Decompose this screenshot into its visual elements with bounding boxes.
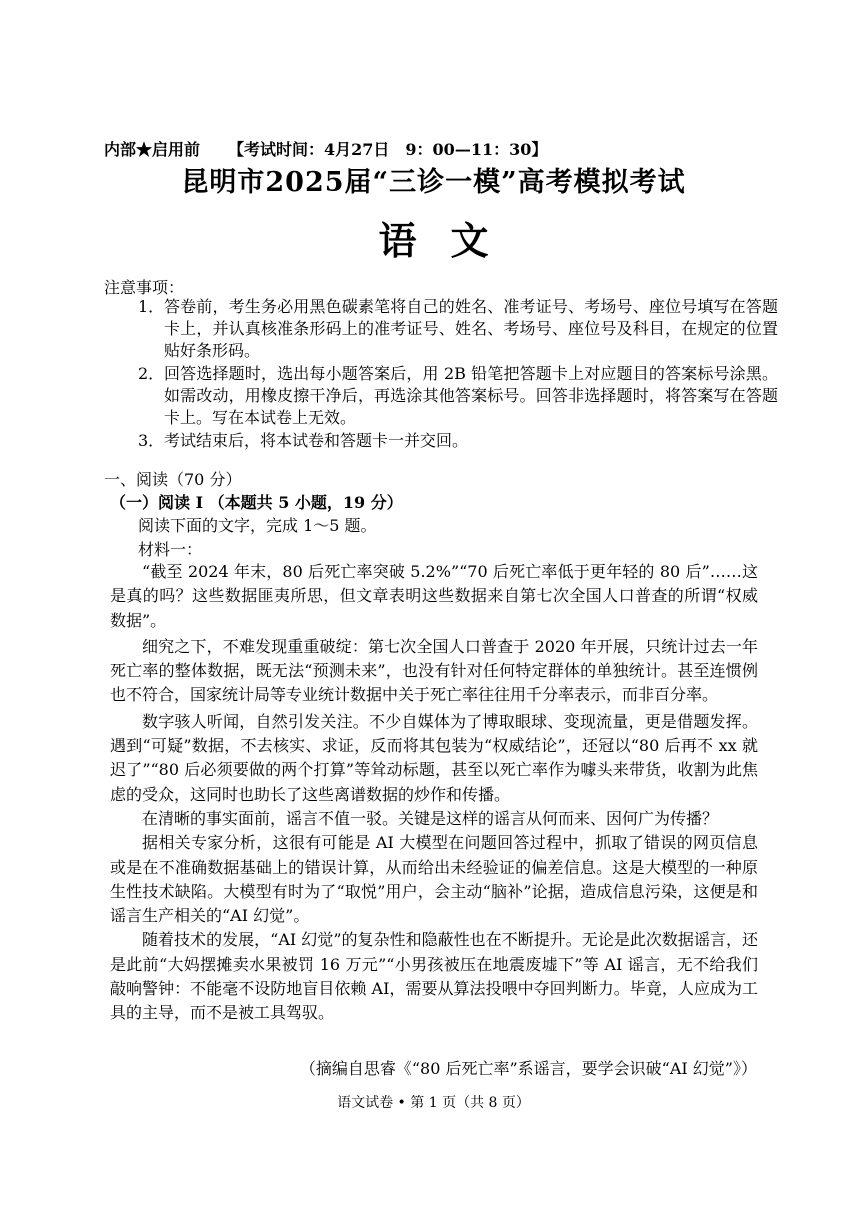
notice-number: 2． (138, 364, 165, 383)
material-label: 材料一： (138, 540, 203, 559)
passage-source: （摘编自思睿《“80 后死亡率”系谣言，要学会识破“AI 幻觉”》） (299, 1059, 757, 1078)
reading-passage (110, 560, 758, 1026)
passage-paragraph: “截至 2024 年末，80 后死亡率突破 5.2%”“70 后死亡率低于更年轻的 80 后”……这是真的吗？这些数据匪夷所思，但文章表明这些数据来自第七次全国人口普查的所谓“权威数据”。 (110, 562, 758, 630)
notice-number: 3． (138, 431, 165, 450)
page-footer: 语文试卷 • 第 1 页（共 8 页） (337, 1095, 530, 1111)
subject-title: 语文 (378, 218, 523, 263)
passage-paragraph: 在清晰的事实面前，谣言不值一驳。关键是这样的谣言从何而来、因何广为传播？ (142, 808, 719, 828)
notice-number: 1． (138, 297, 165, 316)
subsection-heading: （一）阅读 I （本题共 5 小题，19 分） (110, 493, 403, 512)
notice-item (138, 296, 778, 362)
notice-text: 答卷前，考生务必用黑色碳素笔将自己的姓名、准考证号、考场号、座位号填写在答题卡上，并认真核准条形码上的准考证号、姓名、考场号、座位号及科目，在规定的位置贴好条形码。 (164, 297, 778, 360)
passage-paragraph: 随着技术的发展，“AI 幻觉”的复杂性和隐蔽性也在不断提升。无论是此次数据谣言，还是此前“大妈摆摊卖水果被罚 16 万元”“小男孩被压在地震废墟下”等 AI 谣言，无不给我们敲响警钟：不能毫不设防地盲目依赖 AI，需要从算法投喂中夺回判断力。毕竟，人应成为工具的主导，而不是被工具驾驭。 (110, 930, 758, 1023)
exam-time: 【考试时间：4月27日 9：00—11：30】 (228, 140, 548, 159)
section-heading: 一、阅读（70 分） (104, 470, 242, 489)
notice-text: 考试结束后，将本试卷和答题卡一并交回。 (164, 431, 469, 450)
reading-instruction: 阅读下面的文字，完成 1～5 题。 (138, 516, 377, 535)
passage-paragraph: 据相关专家分析，这很有可能是 AI 大模型在问题回答过程中，抓取了错误的网页信息或是在不准确数据基础上的错误计算，从而给出未经验证的偏差信息。这是大模型的一种原生性技术缺陷。大模型有时为了“取悦”用户，会主动“脑补”论据，造成信息污染，这便是和谣言生产相关的“AI 幻觉”。 (110, 833, 758, 926)
notice-item (138, 430, 778, 452)
passage-paragraph: 细究之下，不难发现重重破绽：第七次全国人口普查于 2020 年开展，只统计过去一年死亡率的整体数据，既无法“预测未来”，也没有针对任何特定群体的单独统计。甚至连惯例也不符合，国家统计局等专业统计数据中关于死亡率往往用千分率表示，而非百分率。 (110, 636, 758, 705)
passage-paragraph: 数字骇人听闻，自然引发关注。不少自媒体为了博取眼球、变现流量，更是借题发挥。遇到“可疑”数据，不去核实、求证，反而将其包装为“权威结论”，还冠以“80 后再不 xx 就迟了”“80 后必须要做的两个打算”等耸动标题，甚至以死亡率作为噱头来带货，收割为此焦虑的受众，这同时也助长了这些离谱数据的炒作和传播。 (110, 711, 758, 804)
notice-text: 回答选择题时，选出每小题答案后，用 2B 铅笔把答题卡上对应题目的答案标号涂黑。如需改动，用橡皮擦干净后，再选涂其他答案标号。回答非选择题时，将答案写在答题卡上。写在本试卷上无效。 (164, 364, 778, 427)
notice-heading: 注意事项： (104, 278, 185, 297)
confidential-label: 内部★启用前 (104, 140, 201, 159)
notice-list (138, 296, 778, 453)
notice-item (138, 363, 778, 429)
exam-title: 昆明市2025届“三诊一模”高考模拟考试 (181, 167, 686, 198)
exam-header (104, 137, 547, 160)
